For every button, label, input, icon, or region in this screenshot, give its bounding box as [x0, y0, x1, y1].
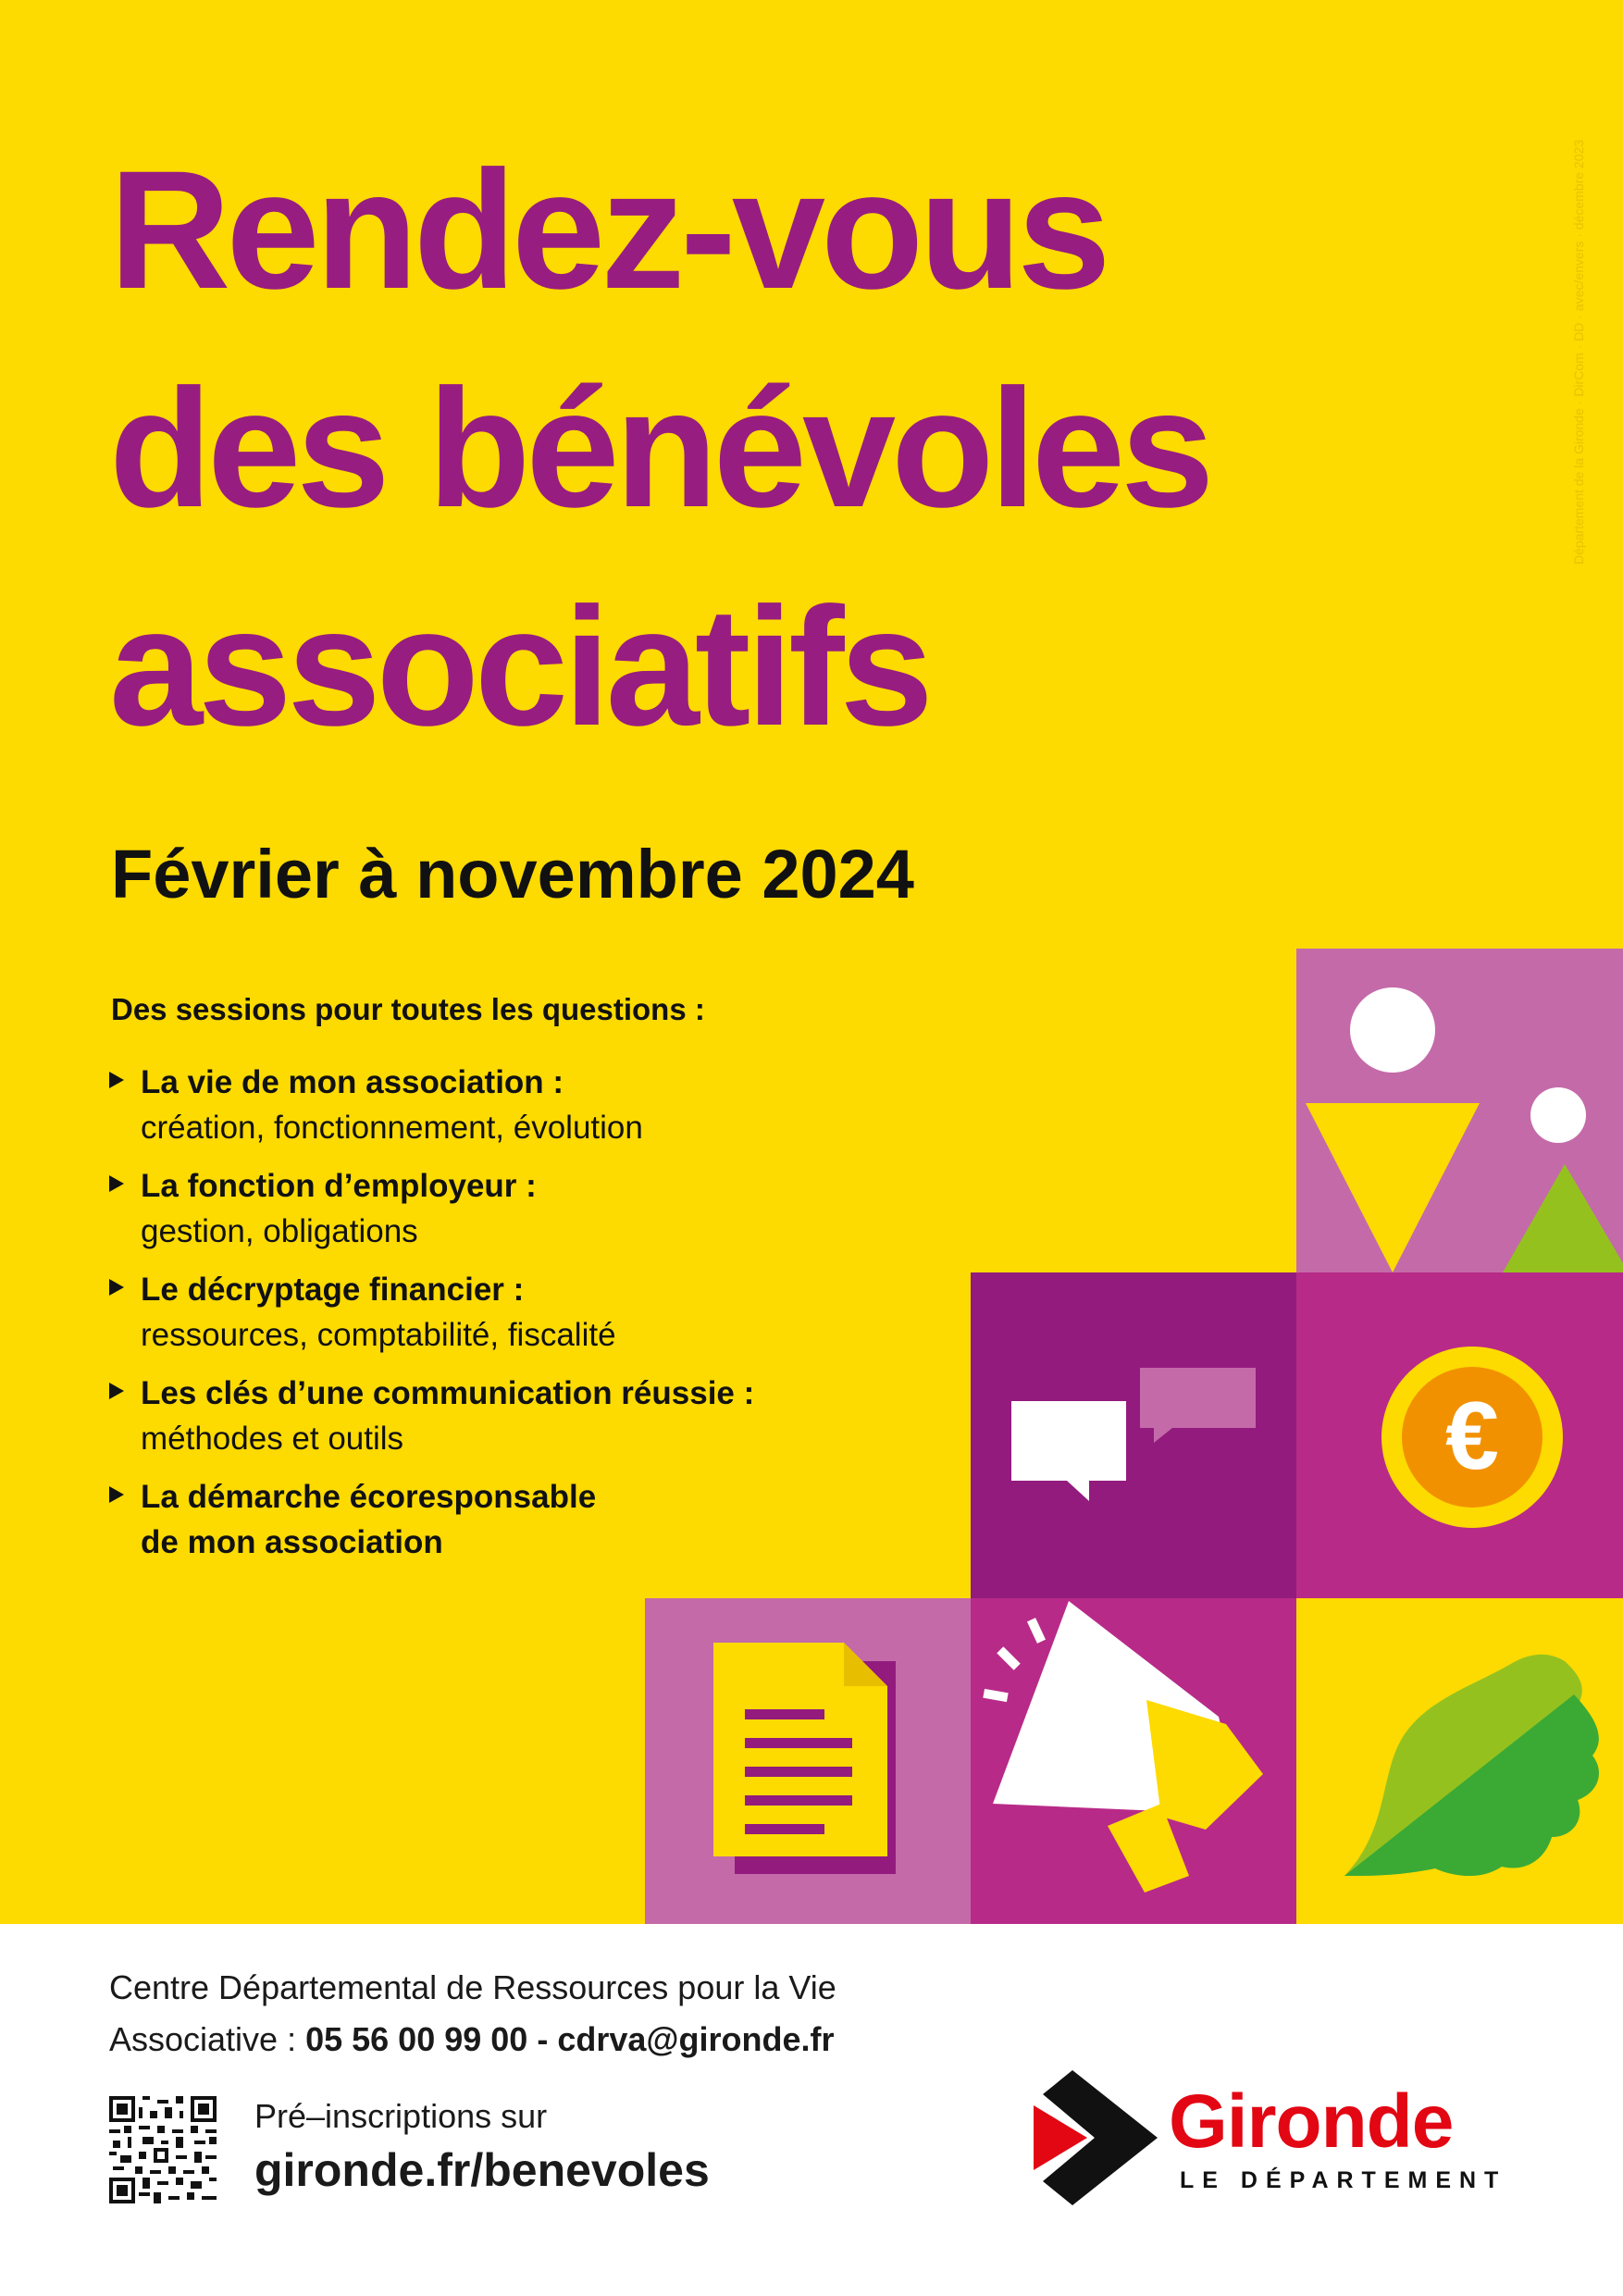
sessions-intro: Des sessions pour toutes les questions :	[111, 992, 705, 1026]
chat-bubbles-icon	[971, 1272, 1296, 1598]
preinscription-block	[254, 2093, 710, 2201]
contact-email[interactable]: cdrva@gironde.fr	[557, 2020, 835, 2058]
event-dates: Février à novembre 2024	[111, 836, 914, 912]
svg-text:€: €	[1445, 1383, 1499, 1490]
bullet-arrow-icon	[109, 1175, 124, 1192]
session-list	[109, 1060, 754, 1578]
qr-code[interactable]	[109, 2096, 217, 2203]
title-line-2: des bénévoles	[109, 354, 1210, 542]
people-tile	[1296, 949, 1623, 1272]
contact-block	[109, 1962, 836, 2066]
people-icon	[1296, 949, 1623, 1272]
bullet-arrow-icon	[109, 1279, 124, 1296]
bullet-arrow-icon	[109, 1072, 124, 1088]
chat-tile	[971, 1272, 1296, 1598]
logo-name: Gironde	[1169, 2079, 1454, 2164]
document-icon	[645, 1598, 971, 1924]
euro-tile	[1296, 1272, 1623, 1598]
leaf-tile	[1296, 1598, 1623, 1924]
euro-coin-icon	[1296, 1272, 1623, 1598]
title-line-1: Rendez-vous	[109, 135, 1107, 324]
contact-prefix: Associative :	[109, 2020, 297, 2058]
session-title: La vie de mon association :	[141, 1064, 564, 1100]
session-title: La fonction d’employeur :	[141, 1168, 537, 1204]
session-item	[109, 1371, 754, 1461]
session-title: Les clés d’une communication réussie :	[141, 1375, 755, 1411]
session-item	[109, 1163, 754, 1254]
document-tile	[645, 1598, 971, 1924]
session-title: Le décryptage financier :	[141, 1272, 525, 1308]
megaphone-icon	[971, 1598, 1296, 1924]
contact-details	[109, 2014, 836, 2066]
session-title-continued: de mon association	[141, 1524, 443, 1560]
session-detail: méthodes et outils	[141, 1421, 404, 1457]
bullet-arrow-icon	[109, 1486, 124, 1503]
session-item	[109, 1267, 754, 1358]
gironde-logo-icon	[1032, 2068, 1161, 2207]
logo-subtitle: LE DÉPARTEMENT	[1180, 2167, 1507, 2193]
gironde-logo	[1032, 2068, 1513, 2216]
session-title: La démarche écoresponsable	[141, 1479, 597, 1515]
preinscription-label: Pré–inscriptions sur	[254, 2097, 548, 2135]
title-line-3: associatifs	[109, 572, 929, 761]
qr-code-icon	[109, 2096, 217, 2203]
session-item	[109, 1060, 754, 1150]
contact-organization: Centre Départemental de Ressources pour la Vie	[109, 1968, 836, 2006]
session-item	[109, 1474, 754, 1565]
contact-phone[interactable]: 05 56 00 99 00	[305, 2020, 528, 2058]
session-detail: gestion, obligations	[141, 1213, 418, 1249]
preinscription-link[interactable]: gironde.fr/benevoles	[254, 2144, 710, 2196]
session-detail: ressources, comptabilité, fiscalité	[141, 1317, 616, 1353]
megaphone-tile	[971, 1598, 1296, 1924]
bullet-arrow-icon	[109, 1383, 124, 1399]
leaf-icon	[1296, 1598, 1623, 1924]
page-title	[109, 120, 1209, 776]
credits: Département de la Gironde · DirCom · DD · avec/envers · décembre 2023	[1571, 139, 1586, 565]
session-detail: création, fonctionnement, évolution	[141, 1110, 643, 1146]
contact-separator: -	[537, 2020, 549, 2058]
